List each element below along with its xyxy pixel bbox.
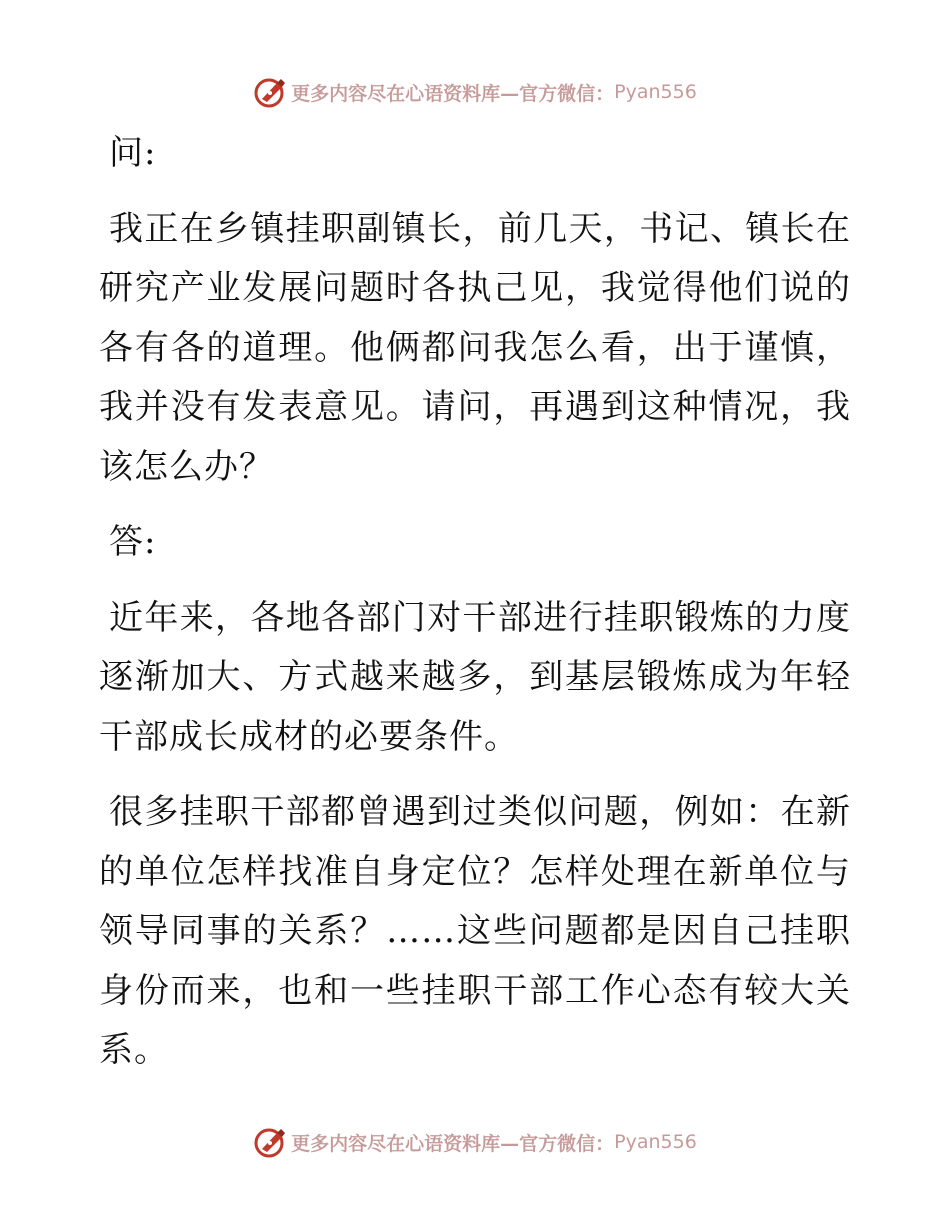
question-paragraph: 我正在乡镇挂职副镇长，前几天，书记、镇长在研究产业发展问题时各执己见，我觉得他们说的各有各的道理。他俩都问我怎么看，出于谨慎，我并没有发表意见。请问，再遇到这种情况，我该怎么办？ (99, 208, 851, 487)
banner-text: 更多内容尽在心语资料库—官方微信： (291, 1132, 615, 1155)
answer-label: 答: (109, 522, 157, 562)
answer-paragraph: 近年来，各地各部门对干部进行挂职锻炼的力度逐渐加大、方式越来越多，到基层锻炼成为年轻干部成长成材的必要条件。 (99, 597, 851, 757)
document-body (99, 120, 851, 1097)
pen-nib-logo-icon (253, 1125, 287, 1159)
banner-text: 更多内容尽在心语资料库—官方微信： (291, 82, 615, 105)
footer-banner (0, 1122, 950, 1162)
header-banner (0, 72, 950, 112)
banner-wechat-handle: Pyan556 (614, 1131, 697, 1153)
banner-wechat-handle: Pyan556 (614, 81, 697, 103)
question-label: 问: (109, 133, 157, 173)
answer-paragraph: 很多挂职干部都曾遇到过类似问题，例如：在新的单位怎样找准自身定位？怎样处理在新单位与领导同事的关系？……这些问题都是因自己挂职身份而来，也和一些挂职干部工作心态有较大关系。 (99, 792, 851, 1070)
pen-nib-logo-icon (253, 75, 287, 109)
